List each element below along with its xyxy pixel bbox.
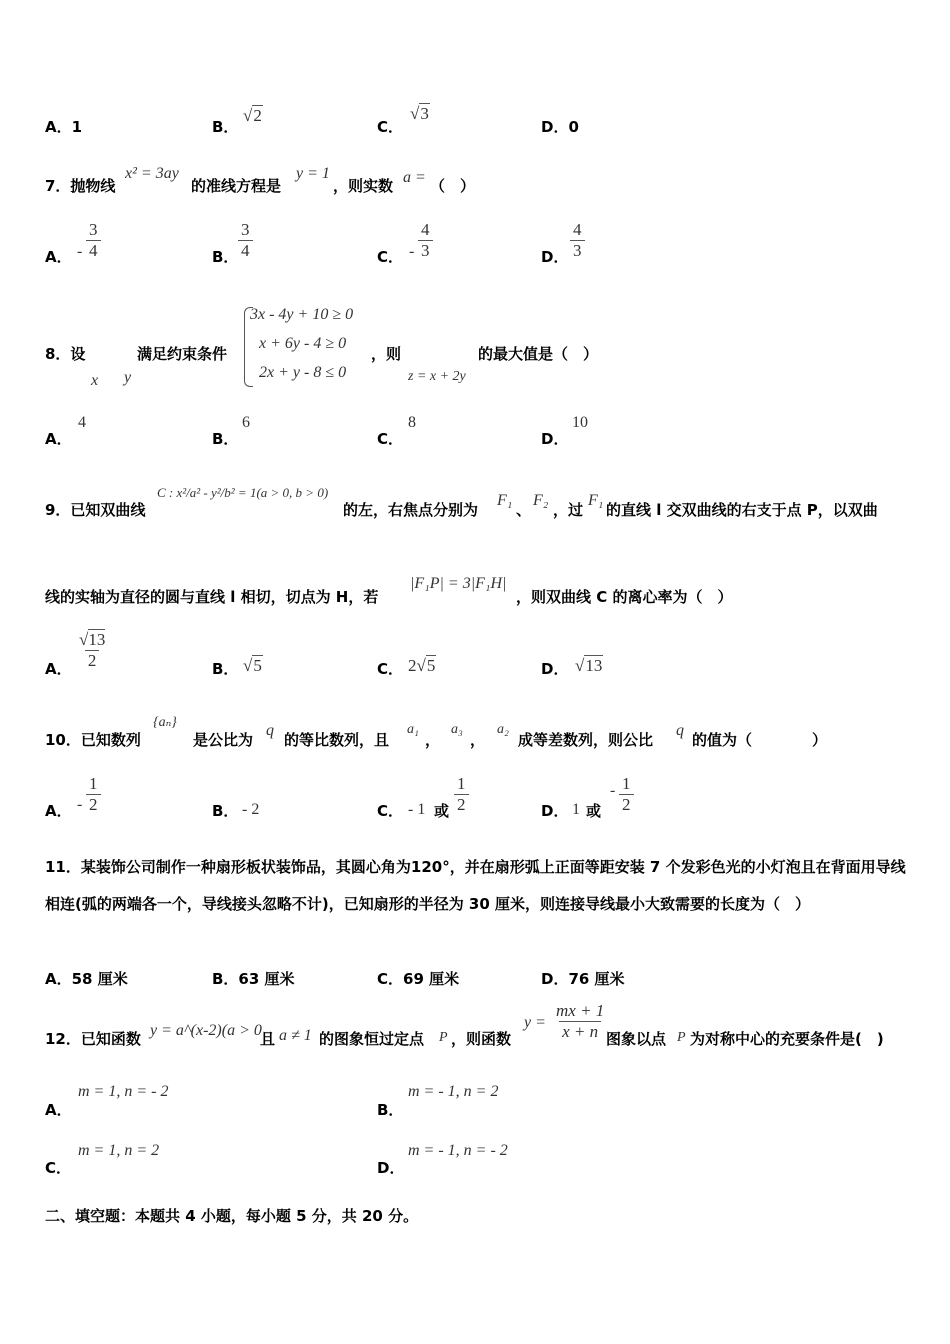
q12-fraction: $\frac{mx + 1}{x + n}$	[556, 1001, 605, 1041]
q9-f2: F₂	[533, 492, 549, 509]
q8-var-x: x	[91, 372, 99, 389]
q7-option-a-sign: -	[77, 243, 83, 260]
q9-option-a-label: A．	[45, 660, 72, 678]
q8-option-a-label: A．	[45, 430, 72, 448]
q12-option-d-label: D．	[377, 1159, 405, 1177]
q9-hyperbola: C : x²/a² - y²/b² = 1(a > 0, b > 0)	[157, 485, 329, 500]
q12-option-b-label: B．	[377, 1101, 404, 1119]
q7-option-a-fraction: $\frac{3}{4}$	[86, 220, 101, 261]
q8-option-c-label: C．	[377, 430, 404, 448]
q12-p4: 为对称中心的充要条件是( )	[690, 1030, 884, 1048]
q8-option-d-label: D．	[541, 430, 569, 448]
q10-sequence: {aₙ}	[153, 715, 177, 730]
q12-option-b-value: m = - 1, n = 2	[408, 1083, 499, 1100]
q10-option-b-label: B．	[212, 802, 239, 820]
q8-option-c-value: 8	[408, 414, 416, 431]
q12-option-c-label: C．	[45, 1159, 72, 1177]
q7-mid: 的准线方程是	[191, 177, 282, 195]
q9-option-c-label: C．	[377, 660, 404, 678]
q8-option-b-value: 6	[242, 414, 250, 431]
q7-option-c-sign: -	[409, 243, 415, 260]
q9-condition: |F₁P| = 3|F₁H|	[410, 575, 507, 592]
q9-option-b-label: B．	[212, 660, 239, 678]
q7-option-c-fraction: $\frac{4}{3}$	[418, 220, 433, 261]
q11-option-d: D．76 厘米	[541, 970, 625, 988]
q8-constraint-2: x + 6y - 4 ≥ 0	[259, 335, 347, 352]
q7-option-b-label: B．	[212, 248, 239, 266]
q12-condition: a ≠ 1	[279, 1027, 312, 1044]
q10-option-a-sign: -	[77, 796, 83, 813]
q7-option-b-fraction: $\frac{3}{4}$	[238, 220, 253, 261]
q6-option-d: D．0	[541, 118, 579, 136]
q8-option-a-value: 4	[78, 414, 86, 431]
q11-option-c: C．69 厘米	[377, 970, 460, 988]
q9-f1b: F₁	[588, 492, 604, 509]
q8-mid: 满足约束条件	[137, 345, 228, 363]
q9-line1-end: 的直线 l 交双曲线的右支于点 P，以双曲	[606, 501, 878, 519]
q12-p3: 图象以点	[606, 1030, 667, 1048]
q10-a3: a₃	[451, 722, 463, 737]
q10-option-d-or: 或	[586, 802, 602, 820]
q10-option-d-fraction: $\frac{1}{2}$	[619, 774, 634, 815]
q6-option-b-value: √2	[243, 106, 262, 125]
q9-option-d-value: √13	[575, 656, 603, 675]
q12-p1: 的图象恒过定点	[319, 1030, 425, 1048]
q12-and: 且	[260, 1030, 276, 1048]
q11-option-a: A．58 厘米	[45, 970, 128, 988]
q10-option-d-sign: -	[610, 782, 616, 799]
q10-prefix: 10．已知数列	[45, 731, 141, 749]
q7-suffix1: ，则实数	[333, 177, 394, 195]
q6-option-b-label: B．	[212, 118, 239, 136]
q9-pass: ，过	[553, 501, 584, 519]
q11-text: 11．某装饰公司制作一种扇形板状装饰品，其圆心角为120°，并在扇形弧上正面等距安装 7 个发彩色光的小灯泡且在背面用导线相连(弧的两端各一个，导线接头忽略不计)，已知扇形的半径为 30 厘米，则连接导线最小大致需要的长度为（ ）	[45, 858, 906, 913]
q7-option-c-label: C．	[377, 248, 404, 266]
q7-prefix: 7．抛物线	[45, 177, 116, 195]
q6-option-a: A．1	[45, 118, 83, 136]
q9-option-b-value: √5	[243, 656, 262, 675]
q7-option-d-fraction: $\frac{4}{3}$	[570, 220, 585, 261]
q8-var-y: y	[124, 369, 132, 386]
q10-a2: a₂	[497, 722, 509, 737]
q10-option-c-fraction: $\frac{1}{2}$	[454, 774, 469, 815]
q9-sep: 、	[516, 501, 532, 519]
q10-p1: 是公比为	[193, 731, 254, 749]
q8-objective: z = x + 2y	[408, 369, 466, 384]
q10-comma2: ，	[470, 731, 486, 749]
q10-option-a-fraction: $\frac{1}{2}$	[86, 774, 101, 815]
q9-option-a-fraction: $\frac{√13}{2}$	[79, 630, 106, 670]
q9-line2-end: ，则双曲线 C 的离心率为（ ）	[516, 588, 733, 606]
q10-option-d-value: 1	[572, 801, 580, 818]
q10-q1: q	[266, 722, 274, 739]
q12-point-p2: P	[677, 1030, 686, 1045]
q8-constraint-1: 3x - 4y + 10 ≥ 0	[250, 306, 354, 323]
q12-point-p1: P	[439, 1030, 448, 1045]
q10-a1: a₁	[407, 722, 419, 737]
q10-q2: q	[676, 722, 684, 739]
q12-y: y =	[524, 1014, 546, 1031]
q10-p2: 的等比数列，且	[284, 731, 390, 749]
q8-option-d-value: 10	[572, 414, 588, 431]
q12-option-a-value: m = 1, n = - 2	[78, 1083, 169, 1100]
q7-option-d-label: D．	[541, 248, 569, 266]
q8-then: ，则	[371, 345, 402, 363]
q10-option-c-value: - 1	[408, 801, 426, 818]
q10-option-d-label: D．	[541, 802, 569, 820]
q9-line2-start: 线的实轴为直径的圆与直线 l 相切，切点为 H，若	[45, 588, 379, 606]
q10-comma1: ，	[425, 731, 441, 749]
q10-option-a-label: A．	[45, 802, 72, 820]
q10-option-b-value: - 2	[242, 801, 260, 818]
q12-option-d-value: m = - 1, n = - 2	[408, 1142, 508, 1159]
q9-option-d-label: D．	[541, 660, 569, 678]
q9-line1-rest: 的左，右焦点分别为	[343, 501, 479, 519]
section-2-heading: 二、填空题：本题共 4 小题，每小题 5 分，共 20 分。	[45, 1207, 419, 1225]
q10-p3: 成等差数列，则公比	[518, 731, 654, 749]
q10-option-c-label: C．	[377, 802, 404, 820]
q7-option-a-label: A．	[45, 248, 72, 266]
q12-prefix: 12．已知函数	[45, 1030, 141, 1048]
q12-option-a-label: A．	[45, 1101, 72, 1119]
q8-option-b-label: B．	[212, 430, 239, 448]
q8-suffix: 的最大值是（ ）	[478, 345, 599, 363]
q11-option-b: B．63 厘米	[212, 970, 295, 988]
q12-p2: ，则函数	[451, 1030, 512, 1048]
q12-option-c-value: m = 1, n = 2	[78, 1142, 160, 1159]
q8-prefix: 8．设	[45, 345, 86, 363]
q10-option-c-or: 或	[434, 802, 450, 820]
q7-condition: y = 1	[296, 165, 330, 182]
q7-equation: x² = 3ay	[125, 165, 179, 182]
q7-suffix2: （ ）	[430, 177, 476, 195]
q7-variable: a =	[403, 169, 426, 186]
q9-prefix: 9．已知双曲线	[45, 501, 146, 519]
q8-constraint-3: 2x + y - 8 ≤ 0	[259, 364, 347, 381]
q6-option-c-value: √3	[410, 104, 429, 123]
q9-f1: F₁	[497, 492, 513, 509]
q6-option-c-label: C．	[377, 118, 404, 136]
q9-option-c-value: 2√5	[408, 656, 436, 675]
q12-function: y = a^(x-2)(a > 0	[150, 1022, 262, 1039]
q10-p4: 的值为（ ）	[692, 731, 828, 749]
